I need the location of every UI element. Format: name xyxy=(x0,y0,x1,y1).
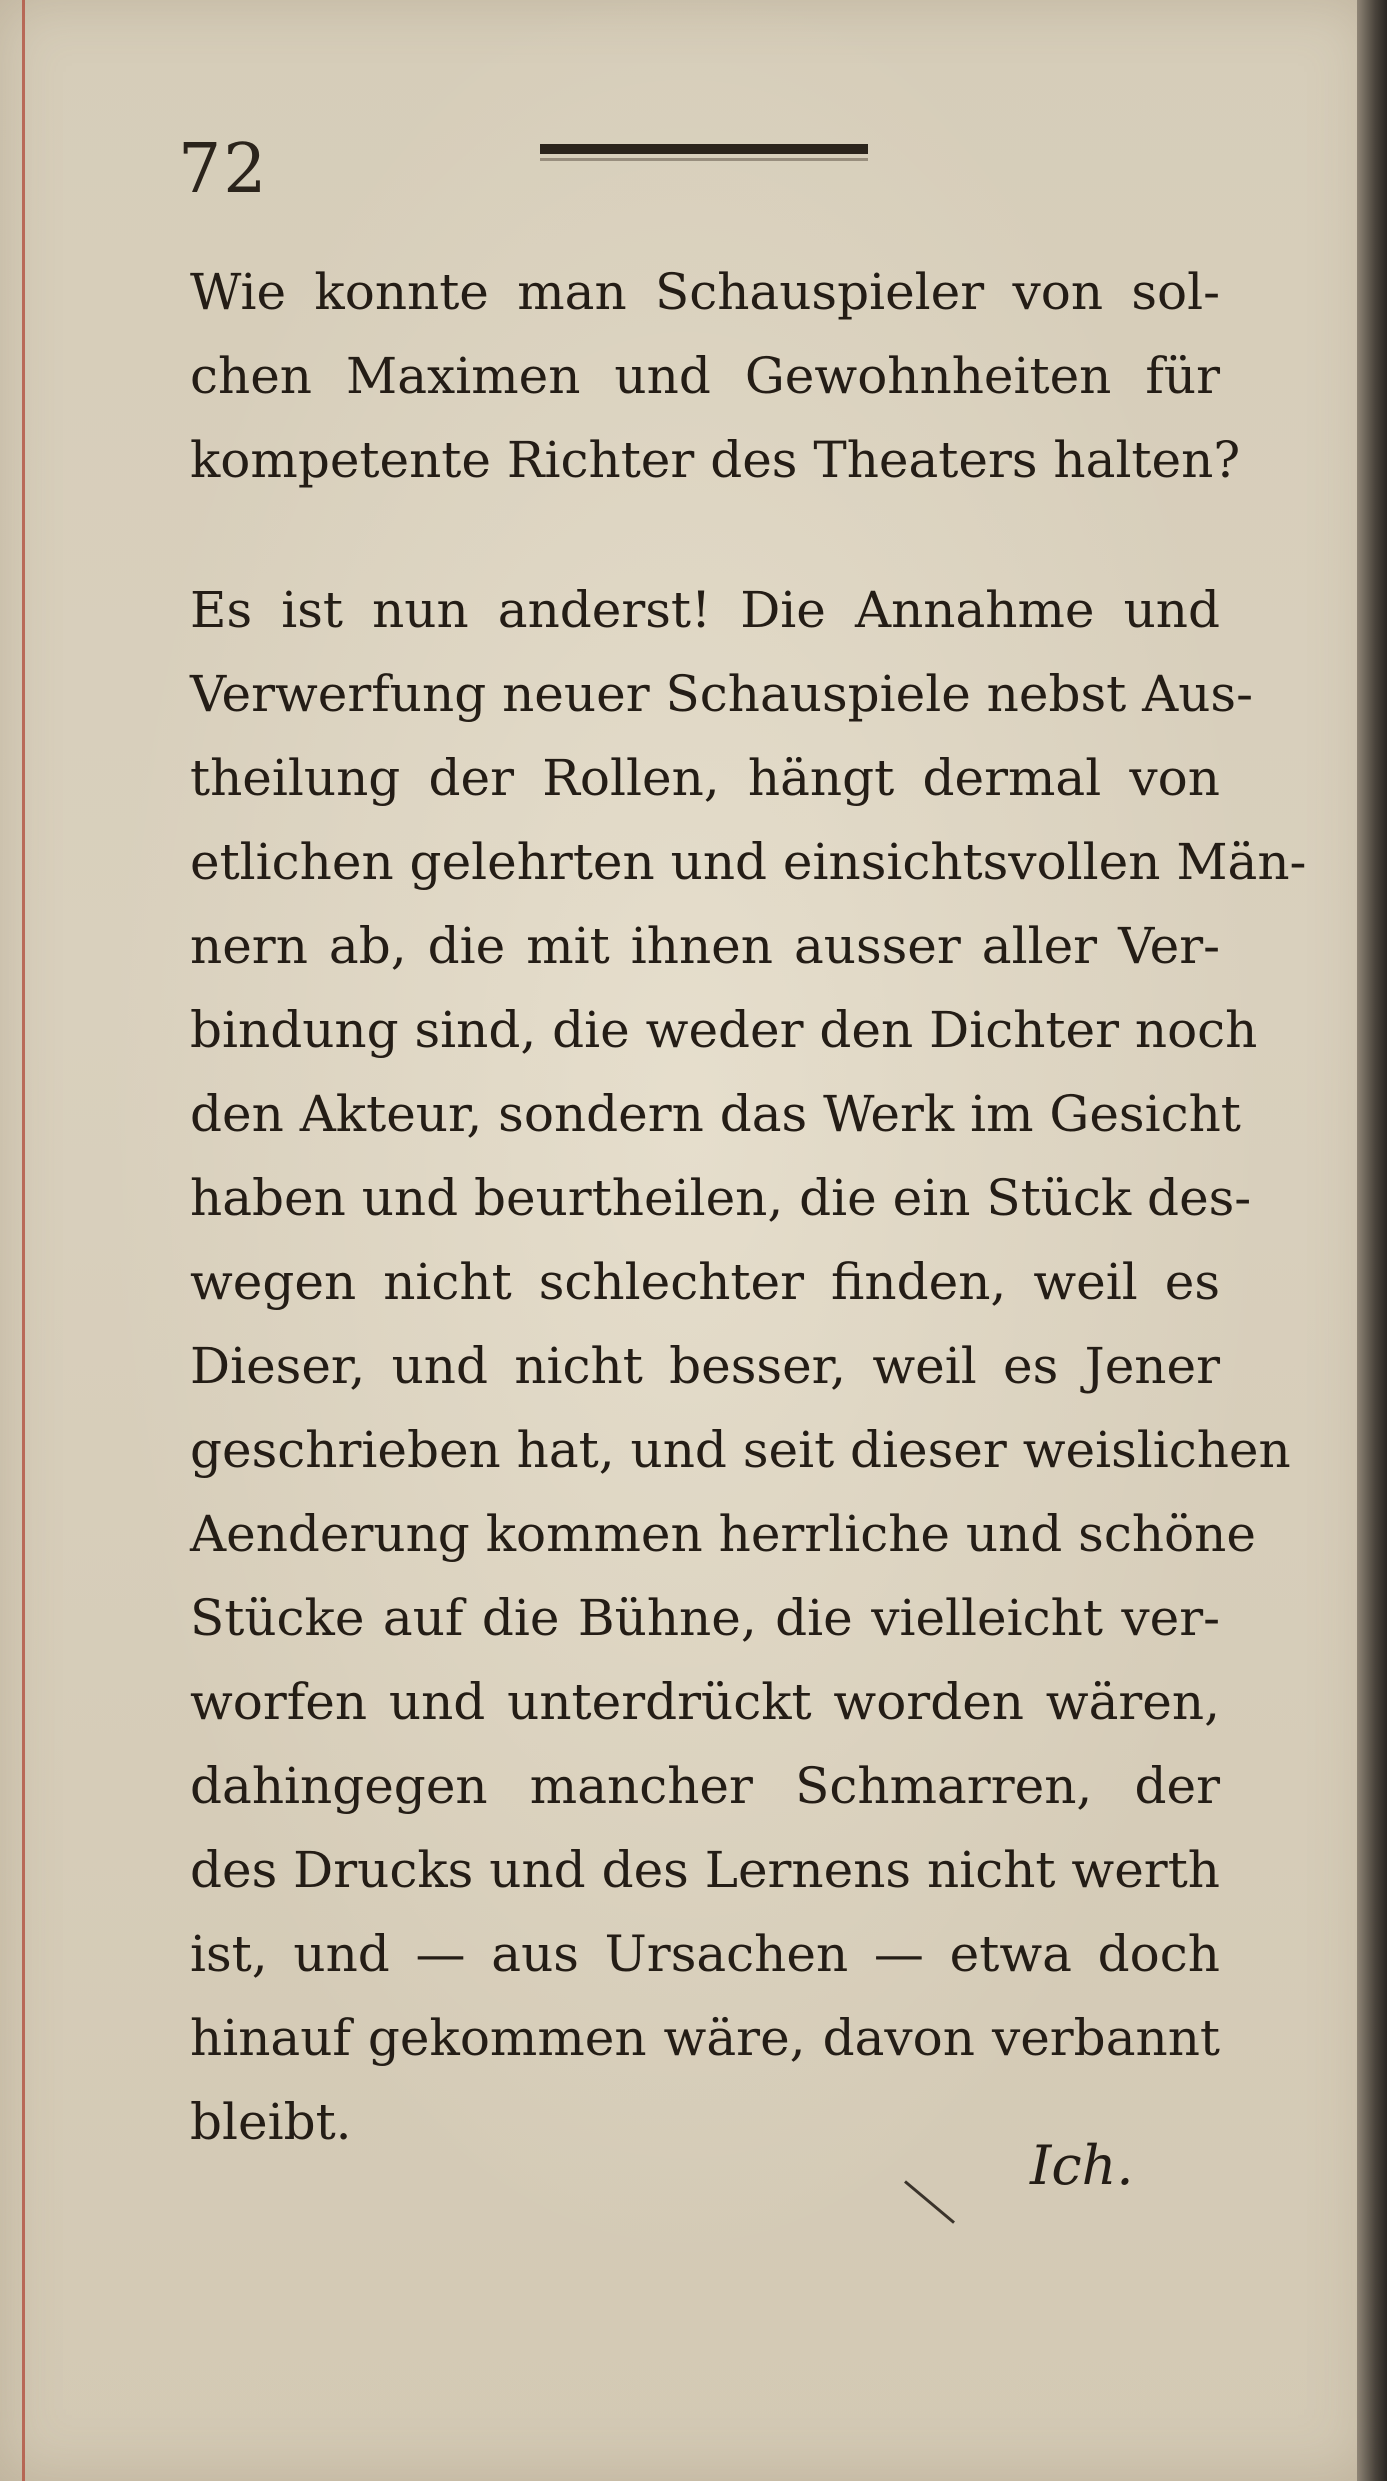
text-line: etlichen gelehrten und einsichtsvollen Män- xyxy=(190,833,1307,891)
page-edge-line xyxy=(22,0,25,2481)
text-line: Aenderung kommen herrliche und schöne xyxy=(190,1505,1256,1563)
text-line: kompetente Richter des Theaters halten? xyxy=(190,431,1241,489)
text-line: Es ist nun anderst! Die Annahme und xyxy=(190,581,1220,639)
page-number: 72 xyxy=(178,130,269,209)
text-line: ist, und — aus Ursachen — etwa doch xyxy=(190,1925,1220,1983)
text-line: wegen nicht schlechter finden, weil es xyxy=(190,1253,1220,1311)
text-line: haben und beurtheilen, die ein Stück des- xyxy=(190,1169,1252,1227)
text-line: theilung der Rollen, hängt dermal von xyxy=(190,749,1220,807)
text-line: geschrieben hat, und seit dieser weislichen xyxy=(190,1421,1291,1479)
header-rule-thin xyxy=(540,158,868,161)
text-line: Dieser, und nicht besser, weil es Jener xyxy=(190,1337,1220,1395)
page-gutter-shadow xyxy=(1357,0,1387,2481)
text-line: Stücke auf die Bühne, die vielleicht ver- xyxy=(190,1589,1220,1647)
text-line: hinauf gekommen wäre, davon verbannt xyxy=(190,2009,1220,2067)
text-line: den Akteur, sondern das Werk im Gesicht xyxy=(190,1085,1241,1143)
pencil-mark xyxy=(904,2180,955,2223)
text-line: worfen und unterdrückt worden wären, xyxy=(190,1673,1220,1731)
signature: Ich. xyxy=(1030,2134,1134,2197)
header-rule xyxy=(540,144,868,154)
paragraph-2 xyxy=(190,568,1307,2164)
text-line: Verwerfung neuer Schauspiele nebst Aus- xyxy=(190,665,1253,723)
text-line: dahingegen mancher Schmarren, der xyxy=(190,1757,1220,1815)
text-line: nern ab, die mit ihnen ausser aller Ver- xyxy=(190,917,1220,975)
text-line: chen Maximen und Gewohnheiten für xyxy=(190,347,1220,405)
paragraph-1 xyxy=(190,250,1241,502)
text-line: des Drucks und des Lernens nicht werth xyxy=(190,1841,1220,1899)
text-line: Wie konnte man Schauspieler von sol- xyxy=(190,263,1220,321)
text-line: bindung sind, die weder den Dichter noch xyxy=(190,1001,1258,1059)
text-line: bleibt. xyxy=(190,2093,352,2151)
